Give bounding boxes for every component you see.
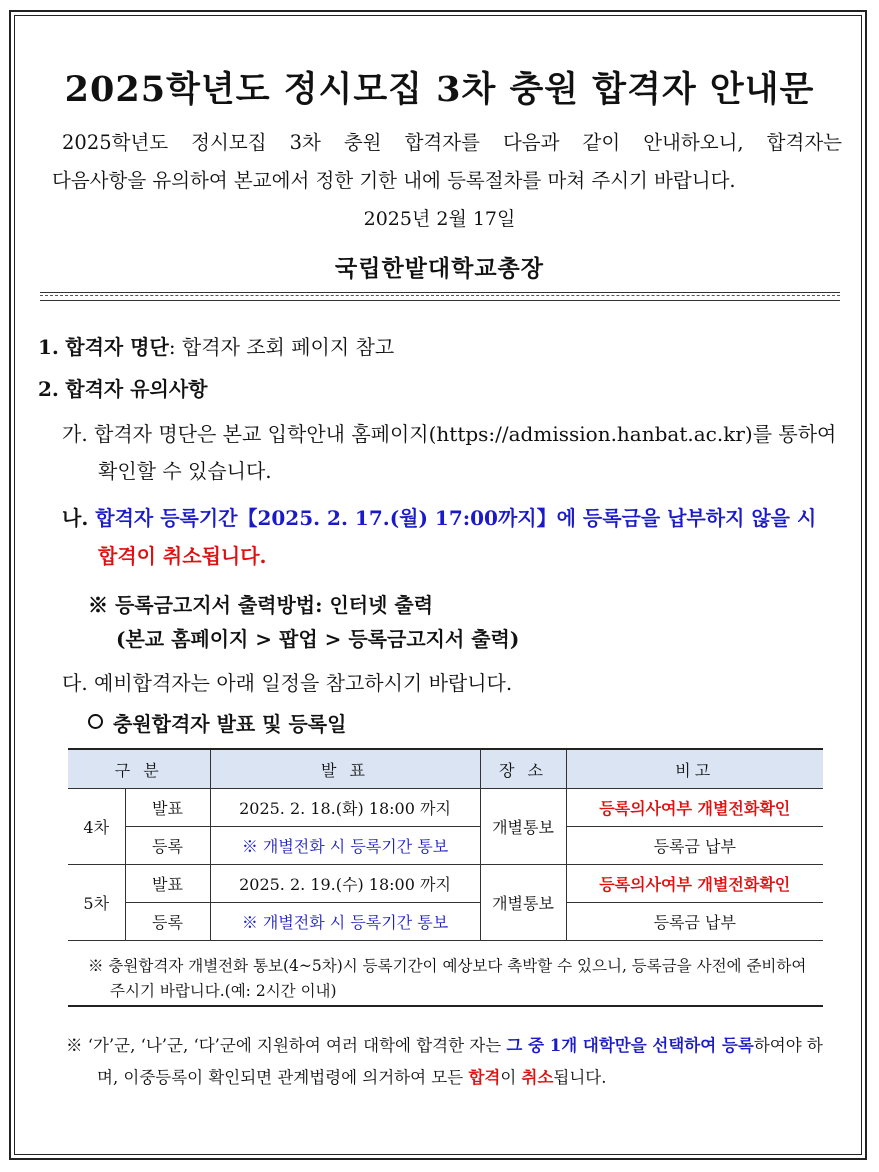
final-note-part-1: ※ ‘가’군, ‘나’군, ‘다’군에 지원하여 여러 대학에 합격한 자는 (66, 1036, 507, 1055)
announce-time-cell: 2025. 2. 18.(화) 18:00 까지 (210, 789, 480, 827)
section-2-number: 2. (38, 377, 59, 401)
remarks-announce-cell: 등록의사여부 개별전화확인 (566, 789, 823, 827)
table-row (68, 789, 823, 827)
section-1-text: : 합격자 조회 페이지 참고 (168, 335, 395, 359)
item-na-line-2: 합격이 취소됩니다. (98, 544, 267, 568)
item-da-text: 예비합격자는 아래 일정을 참고하시기 바랍니다. (94, 671, 513, 695)
intro-paragraph (52, 124, 842, 200)
register-label-cell: 등록 (125, 903, 210, 941)
item-ga-text-1: 합격자 명단은 본교 입학안내 홈페이지(https://admission.hanbat.ac.kr)를 통하여 (94, 422, 837, 446)
table-row (68, 903, 823, 941)
header-remarks: 비고 (566, 749, 823, 789)
intro-line-2: 다음사항을 유의하여 본교에서 정한 기한 내에 등록절차를 마쳐 주시기 바랍니다. (52, 169, 736, 192)
final-note-emphasis-cancel: 취소 (521, 1068, 554, 1087)
item-ga-line-1 (62, 418, 836, 447)
intro-line-1: 2025학년도 정시모집 3차 충원 합격자를 다음과 같이 안내하오니, 합격자는 (62, 131, 842, 154)
section-1 (38, 331, 394, 360)
final-note-emphasis-blue: 그 중 1개 대학만을 선택하여 등록 (506, 1036, 754, 1055)
item-na-line-1 (62, 502, 816, 531)
final-note-part-7: 됩니다. (553, 1068, 607, 1087)
register-label-cell: 등록 (125, 827, 210, 865)
final-note-paragraph (66, 1030, 836, 1094)
item-ga-marker: 가. (62, 422, 88, 446)
table-footnote (88, 954, 818, 1004)
place-cell: 개별통보 (480, 789, 566, 865)
announce-label-cell: 발표 (125, 789, 210, 827)
invoice-note-line-2: (본교 홈페이지 > 팝업 > 등록금고지서 출력) (116, 627, 520, 651)
table-bottom-rule (68, 1005, 823, 1007)
circle-bullet-icon (88, 714, 103, 729)
section-1-number: 1. (38, 335, 59, 359)
announce-time-cell: 2025. 2. 19.(수) 18:00 까지 (210, 865, 480, 903)
table-footnote-text: ※ 충원합격자 개별전화 통보(4~5차)시 등록기간이 예상보다 촉박할 수 있으니, 등록금을 사전에 준비하여 주시기 바랍니다.(예: 2시간 이내) (88, 957, 807, 1000)
place-cell: 개별통보 (480, 865, 566, 941)
signer: 국립한밭대학교총장 (335, 255, 544, 282)
remarks-register-cell: 등록금 납부 (566, 827, 823, 865)
item-da-marker: 다. (62, 671, 88, 695)
item-ga-line-2: 확인할 수 있습니다. (98, 459, 272, 483)
page-title: 2025학년도 정시모집 3차 충원 합격자 안내문 (64, 69, 815, 110)
remarks-register-cell: 등록금 납부 (566, 903, 823, 941)
table-row (68, 865, 823, 903)
section-2 (38, 373, 207, 402)
item-na-text-1: 합격자 등록기간【2025. 2. 17.(월) 17:00까지】에 등록금을 납부하지 않을 시 (95, 506, 817, 530)
announce-label-cell: 발표 (125, 865, 210, 903)
table-header-row (68, 749, 823, 789)
section-1-heading: 합격자 명단 (65, 335, 169, 359)
final-note-emphasis-pass: 합격 (468, 1068, 501, 1087)
register-time-cell: ※ 개별전화 시 등록기간 통보 (210, 827, 480, 865)
schedule-heading (88, 708, 346, 737)
round-cell: 4차 (68, 789, 125, 865)
section-2-heading: 합격자 유의사항 (65, 377, 208, 401)
item-na-marker: 나. (62, 506, 89, 530)
round-cell: 5차 (68, 865, 125, 941)
final-note (66, 1030, 836, 1094)
schedule-heading-text: 충원합격자 발표 및 등록일 (113, 712, 347, 736)
table-row (68, 827, 823, 865)
schedule-table (68, 748, 823, 941)
register-time-cell: ※ 개별전화 시 등록기간 통보 (210, 903, 480, 941)
final-note-part-5: 이 (500, 1068, 522, 1087)
item-da (62, 667, 512, 696)
notice-date: 2025년 2월 17일 (363, 208, 516, 230)
remarks-announce-cell: 등록의사여부 개별전화확인 (566, 865, 823, 903)
header-place: 장 소 (480, 749, 566, 789)
double-divider (40, 292, 840, 301)
final-note-part-3: 하여야 하며, 이중등록이 확인되면 관계법령에 의거하여 모든 (97, 1036, 823, 1087)
header-category: 구 분 (68, 749, 210, 789)
header-announce: 발 표 (210, 749, 480, 789)
invoice-note-line-1: ※ 등록금고지서 출력방법: 인터넷 출력 (88, 593, 434, 617)
